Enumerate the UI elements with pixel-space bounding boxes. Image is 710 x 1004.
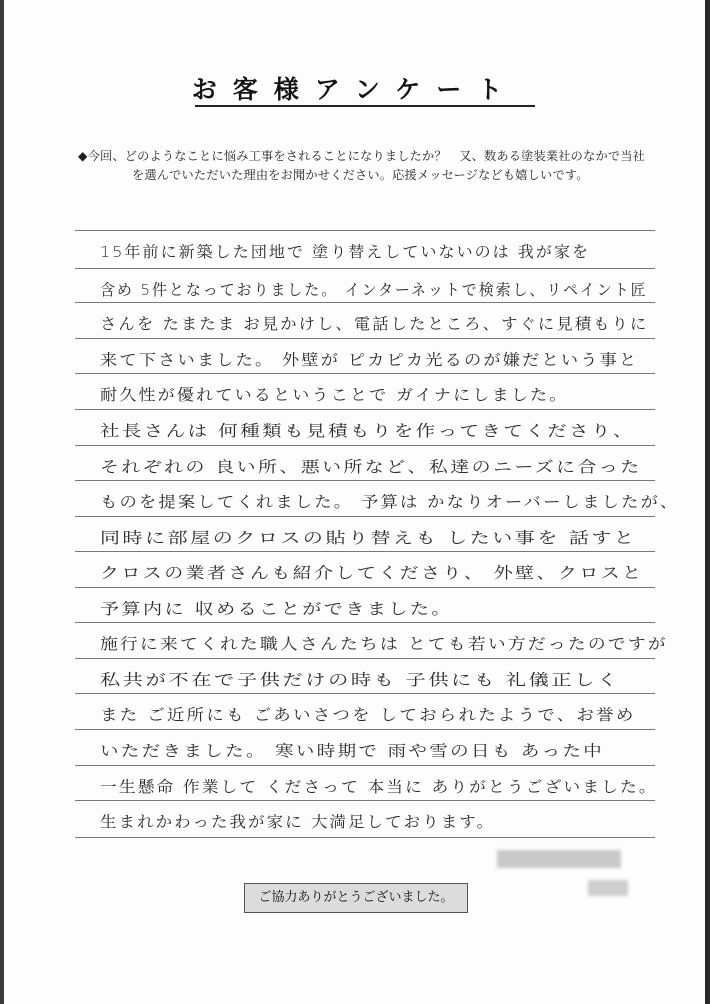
ruled-line — [75, 230, 655, 231]
ruled-line — [75, 302, 655, 303]
ruled-line — [75, 587, 655, 588]
redacted-initials — [588, 880, 628, 896]
question-line-2: を選んでいただいた理由をお聞かせください。応援メッセージなども嬉しいです。 — [132, 168, 589, 182]
ruled-line — [75, 480, 655, 481]
title-underline — [195, 105, 535, 107]
answer-line: クロスの業者さんも紹介してくださり、 外壁、クロスと — [100, 564, 644, 582]
answer-line: 来て下さいました。 外壁が ピカピカ光るのが嫌だという事と — [100, 351, 639, 369]
ruled-line — [75, 765, 655, 766]
scan-edge-left — [0, 0, 4, 1004]
ruled-line — [75, 658, 655, 659]
scan-edge-right — [705, 0, 710, 1004]
answer-line: 一生懸命 作業して くださって 本当に ありがとうございました。 — [100, 778, 658, 796]
ruled-line — [75, 800, 655, 801]
answer-line: 社長さんは 何種類も見積もりを作ってきてくださり、 — [100, 422, 635, 440]
thanks-box: ご協力ありがとうございました。 — [244, 883, 468, 913]
ruled-line — [75, 409, 655, 410]
answer-line: 同時に部屋のクロスの貼り替えも したい事を 話すと — [100, 529, 637, 547]
answer-line: 予算内に 収めることができました。 — [100, 600, 453, 618]
ruled-line — [75, 693, 655, 694]
ruled-line — [75, 551, 655, 552]
answer-line: いただきました。 寒い時期で 雨や雪の日も あった中 — [100, 742, 605, 760]
answer-line: 15年前に新築した団地で 塗り替えしていないのは 我が家を — [100, 243, 591, 261]
answer-line: さんを たまたま お見かけし、電話したところ、すぐに見積もりに — [100, 315, 649, 333]
answer-line: ものを提案してくれました。 予算は かなりオーバーしましたが、 — [100, 493, 680, 511]
answer-line: 私共が不在で子供だけの時も 子供にも 礼儀正しく — [100, 671, 620, 689]
answer-line: また ご近所にも ごあいさつを しておられたようで、お誉め — [100, 706, 636, 724]
answer-line: 施行に来てくれた職人さんたちは とても若い方だったのですが — [100, 635, 668, 653]
answer-line: 耐久性が優れているということで ガイナにしました。 — [100, 386, 569, 404]
ruled-line — [75, 837, 655, 838]
redacted-name — [497, 850, 621, 868]
ruled-line — [75, 338, 655, 339]
survey-question — [78, 147, 658, 185]
answer-line: それぞれの 良い所、悪い所など、私達のニーズに合った — [100, 458, 642, 476]
page-title: お客様アンケート — [191, 75, 519, 104]
ruled-line — [75, 516, 655, 517]
question-line-1: ◆今回、どのようなことに悩み工事をされることになりましたか？ 又、数ある塗装業社のなかで当社 — [78, 149, 646, 163]
ruled-line — [75, 445, 655, 446]
ruled-line — [75, 268, 655, 269]
ruled-line — [75, 729, 655, 730]
ruled-line — [75, 373, 655, 374]
ruled-line — [75, 622, 655, 623]
answer-line: 生まれかわった我が家に 大満足しております。 — [100, 813, 496, 831]
answer-line: 含め 5件となっておりました。 インターネットで検索し、リペイント匠 — [100, 281, 648, 299]
